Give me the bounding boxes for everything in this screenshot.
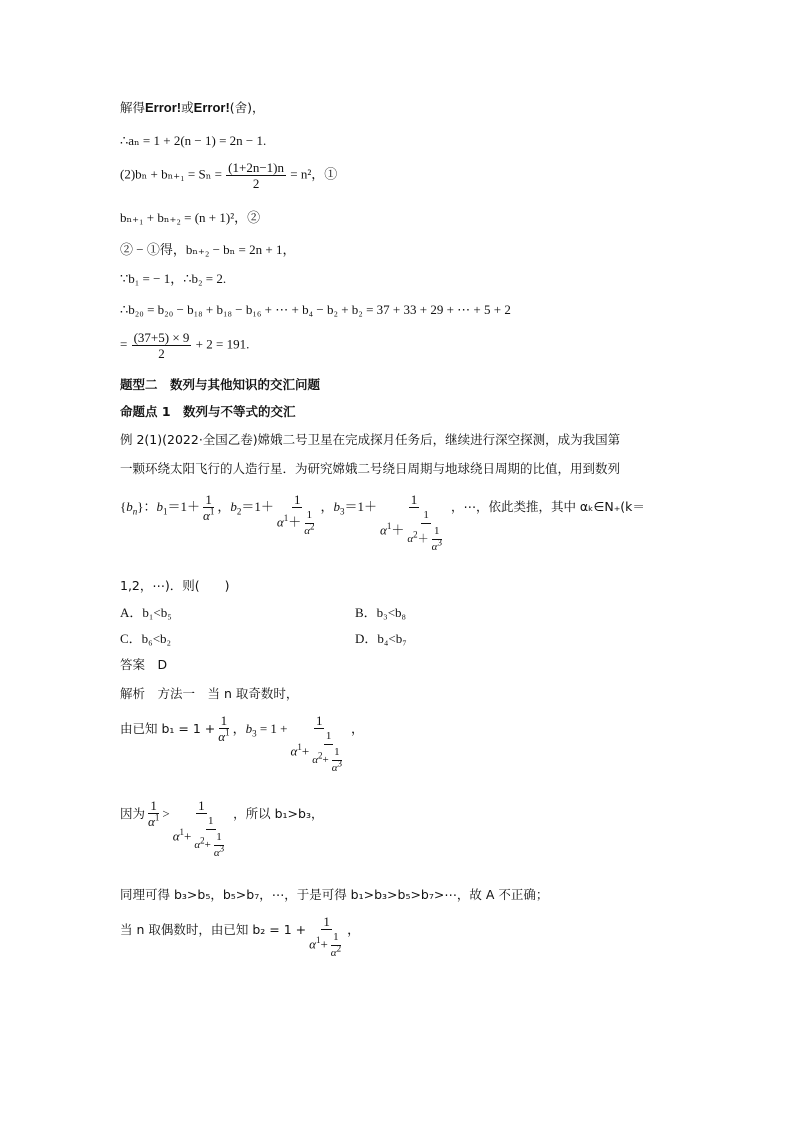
equation-line-7: ∴b₂₀ = b₂₀ − b₁₈ + b₁₈ − b₁₆ + ⋯ + b₄ − b₂ + b₂ = 37 + 33 + 29 + ⋯ + 5 + 2 [120, 302, 511, 317]
solution-similarly: 同理可得 b₃>b₅，b₅>b₇，⋯，于是可得 b₁>b₃>b₅>b₇>⋯，故 A 不正确； [120, 887, 549, 902]
equation-line-3: (2)bₙ + bₙ₊₁ = Sₙ = $\frac{(1+2n-1)n}{2}$ = n²，① [120, 160, 338, 191]
option-d: D．b₄<b₇ [355, 631, 407, 646]
answer-line: 答案 D [120, 657, 168, 672]
solution-given: 由已知 b₁ = 1 + $\frac{1}{\alpha^1}$ ，$b_3 = 1$ + 1 $\alpha^1+$ 1 $\alpha^2+$ $\frac{1}{\alpha^3}$ ， [120, 713, 364, 774]
solution-line-1: 解得Error!或Error!(舍)， [120, 100, 265, 115]
solution-because: 因为 $\frac{1}{\alpha^1}$ > 1 $\alpha^1+$ 1 $\alpha^2+$ $\frac{1}{\alpha^3}$ ，所以 b₁>b₃， [120, 798, 324, 859]
example-line-1: 例 2(1)(2022·全国乙卷)嫦娥二号卫星在完成探月任务后，继续进行深空探测，成为我国第 [120, 432, 621, 447]
example-sequence-definition: $\{b_n\}$：$b_1=1+$ $\frac{1}{\alpha^1}$ ，$b_2=1+$ 1 $\alpha^1+$ $\frac{1}{\alpha^2}$ ，$b_3=1+$ 1 $\alpha^1+$ 1 $\alpha^2+$ $\frac{1}{\alpha^3}$ ，⋯，依此类推，其中 αₖ∈N₊(k＝ [120, 492, 645, 553]
equation-line-6: ∵b₁ = − 1，∴b₂ = 2. [120, 271, 227, 286]
option-b: B．b₃<b₈ [355, 605, 407, 620]
fraction: $\frac{(1+2n-1)n}{2}$ [228, 160, 284, 191]
solution-intro: 解析 方法一 当 n 取奇数时， [120, 686, 299, 701]
option-a: A．b₁<b₅ [120, 605, 172, 620]
fraction: $\frac{(37+5) \times 9}{2}$ [133, 330, 190, 361]
solution-line-2: ∴aₙ = 1 + 2(n − 1) = 2n − 1. [120, 133, 267, 148]
option-c: C．b₆<b₂ [120, 631, 172, 646]
example-line-2: 一颗环绕太阳飞行的人造行星．为研究嫦娥二号绕日周期与地球绕日周期的比值，用到数列 [120, 461, 621, 476]
solution-even-case: 当 n 取偶数时，由已知 b₂ = 1 + 1 $\alpha^1+$ $\frac{1}{\alpha^2}$ ， [120, 914, 361, 959]
equation-line-5: ② − ①得，bₙ₊₂ − bₙ = 2n + 1， [120, 242, 296, 257]
equation-line-4: bₙ₊₁ + bₙ₊₂ = (n + 1)²，② [120, 210, 261, 225]
example-line-4: 1,2，⋯)．则( ) [120, 578, 230, 593]
equation-line-8: = $\frac{(37+5) \times 9}{2}$ + 2 = 191. [120, 330, 250, 361]
subsection-heading: 命题点 1 数列与不等式的交汇 [120, 404, 296, 419]
section-heading: 题型二 数列与其他知识的交汇问题 [120, 377, 321, 392]
